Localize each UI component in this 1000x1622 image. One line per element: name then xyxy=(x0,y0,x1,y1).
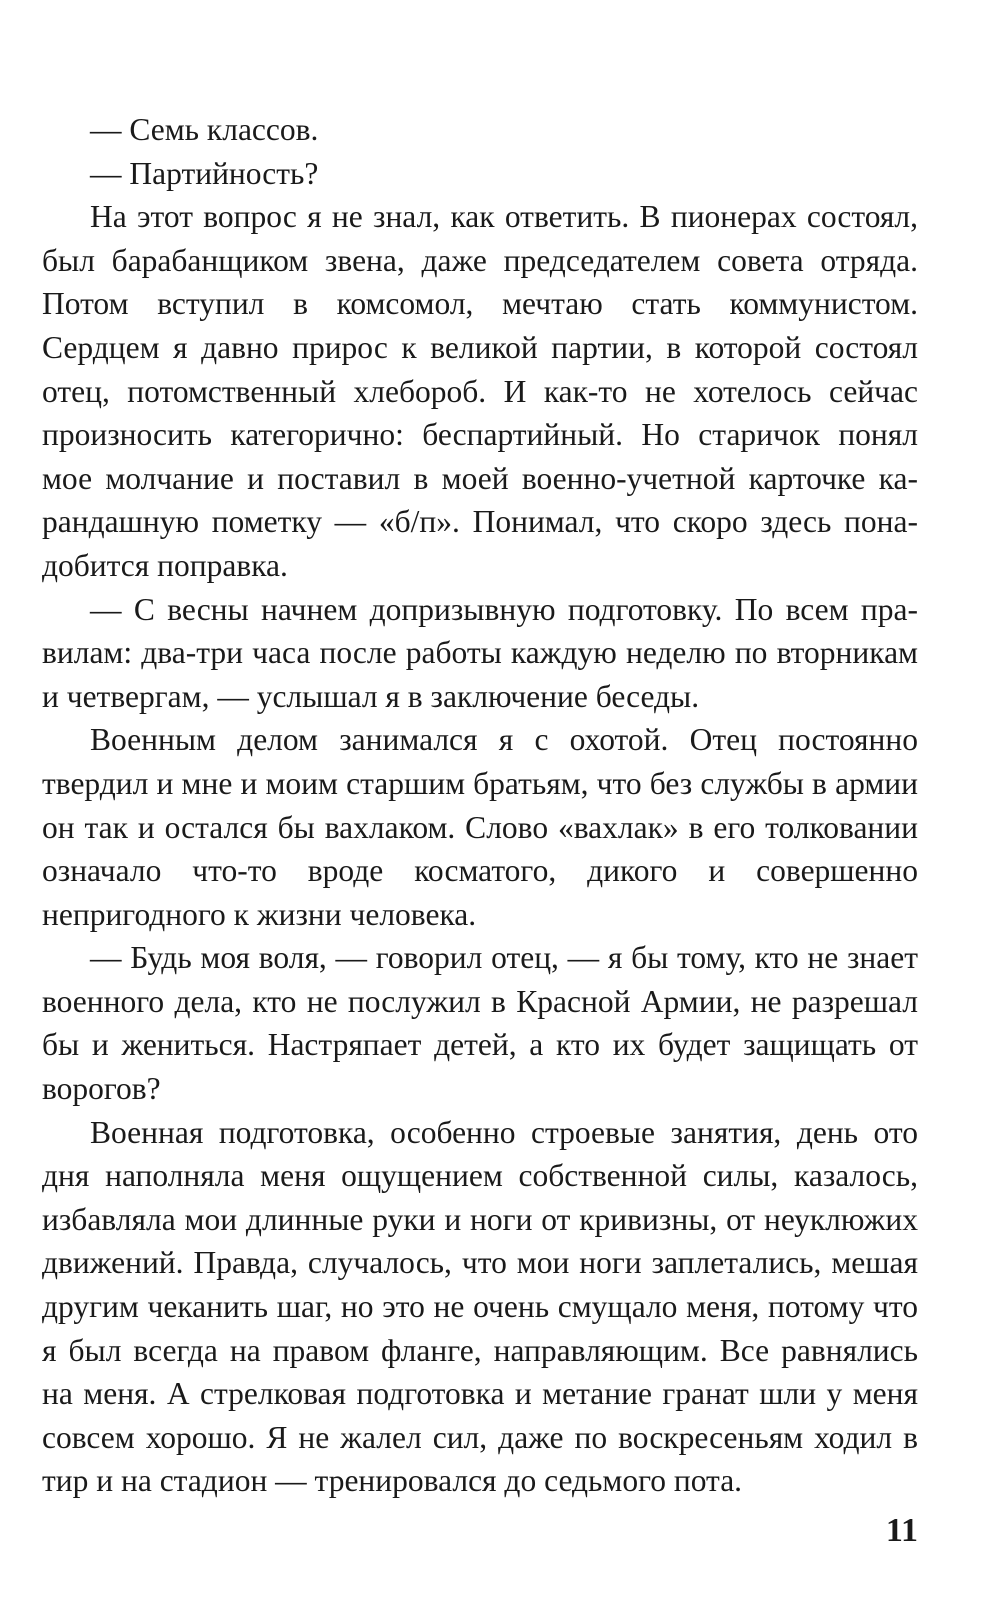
paragraph-6: — Будь моя воля, — говорил отец, — я бы тому, кто не знает военного дела, кто не послужил в Красной Армии, не разрешал бы и жениться. Настряпает детей, а кто их будет защищать от ворогов? xyxy=(42,940,918,1107)
paragraph-5: Военным делом занимался я с охотой. Отец постоянно твердил и мне и моим старшим братьям, что без службы в армии он так и остался бы вахлаком. Слово «вахлак» в его толковании означало что-то вроде косматого, дикого и совершенно непригодного к жизни человека. xyxy=(42,722,918,932)
paragraph-1: — Семь классов. xyxy=(90,112,319,147)
page-number: 11 xyxy=(885,1512,918,1549)
paragraph-4: — С весны начнем допризывную подготовку. По всем правилам: два-три часа после работы каждую неделю по вторникам и четвергам, — услышал я в заключение беседы. xyxy=(42,591,918,714)
paragraph-3: На этот вопрос я не знал, как ответить. В пионерах состоял, был барабанщиком звена, даже председателем совета отряда. Потом вступил в комсомол, мечтаю стать коммунистом. Сердцем я давно прирос к великой партии, в которой состоял отец, потомственный хлебороб. И как-то не хотелось сейчас произносить категорично: беспартийный. Но старичок понял мое молчание и поставил в моей военно-учетной карточке карандашную пометку — «б/п». Понимал, что скоро здесь понадобится поправка. xyxy=(42,199,918,583)
paragraph-7: Военная подготовка, особенно строевые занятия, день ото дня наполняла меня ощущением собственной силы, казалось, избавляла мои длинные руки и ноги от кривизны, от неуклюжих движений. Правда, случалось, что мои ноги заплетались, мешая другим чеканить шаг, но это не очень смущало меня, потому что я был всегда на правом фланге, направляющим. Все равнялись на меня. А стрелковая подготовка и метание гранат шли у меня совсем хорошо. Я не жалел сил, даже по воскресеньям ходил в тир и на стадион — тренировался до седьмого пота. xyxy=(42,1114,918,1499)
paragraph-2: — Партийность? xyxy=(90,155,319,191)
page-body-text xyxy=(42,108,918,1503)
